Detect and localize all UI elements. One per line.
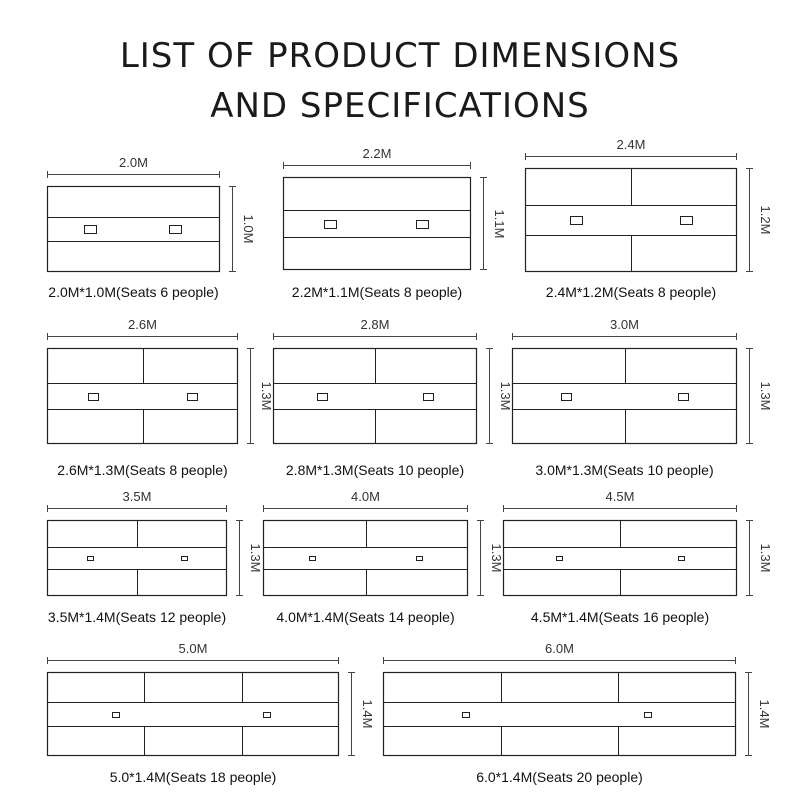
spec-caption: 2.2M*1.1M(Seats 8 people) [291,284,463,300]
width-dimension-line [273,336,477,337]
height-dimension-label: 1.3M [758,543,773,573]
width-dimension-label: 2.4M [616,137,646,152]
spec-caption: 3.0M*1.3M(Seats 10 people) [535,462,714,478]
width-dimension-line [263,508,468,509]
height-dimension-line [749,168,750,272]
height-dimension-line [483,177,484,270]
table-plan-drawing [47,672,339,756]
width-dimension-label: 6.0M [545,641,574,656]
spec-caption: 2.4M*1.2M(Seats 8 people) [545,284,717,300]
height-dimension-line [232,186,233,272]
table-plan-drawing [263,520,468,596]
height-dimension-line [351,672,352,756]
width-dimension-line [525,156,737,157]
width-dimension-line [283,165,471,166]
width-dimension-line [47,660,339,661]
height-dimension-label: 1.1M [492,209,507,238]
spec-caption: 2.0M*1.0M(Seats 6 people) [48,284,219,300]
umbrella-slot [170,226,182,234]
table-plan-drawing [273,348,477,444]
width-dimension-label: 5.0M [178,641,208,656]
table-plan-drawing [383,672,736,756]
spec-caption: 2.6M*1.3M(Seats 8 people) [57,462,228,478]
height-dimension-label: 1.2M [758,205,773,235]
width-dimension-label: 4.0M [351,489,380,504]
spec-caption: 6.0*1.4M(Seats 20 people) [476,769,643,785]
umbrella-slot [88,557,94,561]
width-dimension-label: 2.0M [119,155,148,170]
spec-caption: 4.0M*1.4M(Seats 14 people) [276,609,455,625]
spec-caption: 2.8M*1.3M(Seats 10 people) [285,462,465,478]
table-plan-drawing [47,186,220,272]
height-dimension-line [250,348,251,444]
width-dimension-label: 4.5M [605,489,635,504]
umbrella-slot [557,557,563,561]
width-dimension-label: 2.2M [362,146,392,161]
width-dimension-line [47,336,238,337]
height-dimension-line [749,520,750,596]
height-dimension-label: 1.3M [498,381,513,411]
height-dimension-line [239,520,240,596]
umbrella-slot [417,557,423,561]
umbrella-slot [310,557,316,561]
height-dimension-line [489,348,490,444]
height-dimension-label: 1.3M [259,381,274,411]
umbrella-slot [85,226,97,234]
width-dimension-line [503,508,737,509]
table-outline [513,349,737,444]
width-dimension-label: 3.0M [610,317,639,332]
table-outline [48,673,339,756]
umbrella-slot [679,557,685,561]
height-dimension-label: 1.4M [757,699,772,729]
height-dimension-label: 1.4M [360,699,375,729]
table-plan-drawing [283,177,471,270]
width-dimension-line [47,508,227,509]
table-plan-drawing [503,520,737,596]
umbrella-slot [679,394,689,401]
height-dimension-line [748,672,749,756]
width-dimension-line [383,660,736,661]
page-title-line-2: AND SPECIFICATIONS [210,86,590,126]
umbrella-slot [571,217,583,225]
table-outline [384,673,736,756]
table-outline [48,187,220,272]
height-dimension-label: 1.3M [489,543,504,573]
umbrella-slot [318,394,328,401]
umbrella-slot [417,221,429,229]
width-dimension-label: 3.5M [122,489,152,504]
width-dimension-line [512,336,737,337]
width-dimension-label: 2.6M [128,317,157,332]
umbrella-slot [424,394,434,401]
umbrella-slot [325,221,337,229]
umbrella-slot [681,217,693,225]
height-dimension-line [749,348,750,444]
table-plan-drawing [525,168,737,272]
umbrella-slot [562,394,572,401]
table-outline [48,349,238,444]
height-dimension-line [480,520,481,596]
width-dimension-label: 2.8M [360,317,390,332]
spec-caption: 4.5M*1.4M(Seats 16 people) [530,609,710,625]
height-dimension-label: 1.0M [241,214,256,244]
spec-caption: 3.5M*1.4M(Seats 12 people) [47,609,227,625]
table-plan-drawing [47,520,227,596]
umbrella-slot [463,713,470,718]
height-dimension-label: 1.3M [248,543,263,573]
umbrella-slot [89,394,99,401]
table-outline [284,178,471,270]
height-dimension-label: 1.3M [758,381,773,411]
umbrella-slot [264,713,271,718]
umbrella-slot [113,713,120,718]
table-plan-drawing [512,348,737,444]
width-dimension-line [47,174,220,175]
umbrella-slot [645,713,652,718]
umbrella-slot [188,394,198,401]
page-title-line-1: LIST OF PRODUCT DIMENSIONS [119,36,681,76]
umbrella-slot [182,557,188,561]
table-plan-drawing [47,348,238,444]
table-outline [264,521,468,596]
spec-caption: 5.0*1.4M(Seats 18 people) [109,769,277,785]
